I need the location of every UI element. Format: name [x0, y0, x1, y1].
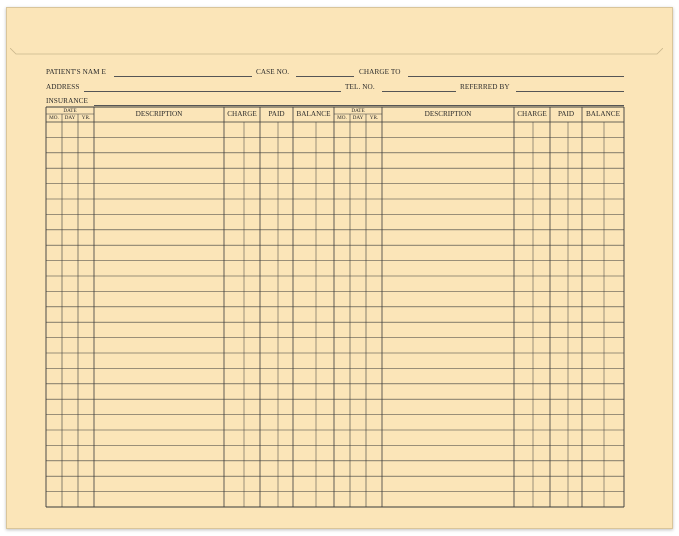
description-header-right: DESCRIPTION	[424, 110, 472, 118]
paid-header-left: PAID	[268, 110, 285, 118]
case-no-line[interactable]	[296, 76, 354, 77]
insurance-label: INSURANCE	[46, 97, 89, 105]
mo-header-right: MO.	[337, 115, 347, 121]
yr-header-right: YR.	[369, 115, 379, 121]
case-no-label: CASE NO.	[256, 68, 290, 76]
tel-no-label: TEL. NO.	[345, 83, 375, 91]
day-header-left: DAY	[64, 115, 76, 121]
patient-name-line[interactable]	[114, 76, 252, 77]
address-label: ADDRESS	[46, 83, 80, 91]
patient-name-label: PATIENT'S NAM E	[46, 68, 107, 76]
insurance-line[interactable]	[94, 105, 624, 106]
envelope	[6, 7, 673, 529]
charge-header-right: CHARGE	[517, 110, 547, 118]
paid-header-right: PAID	[557, 110, 575, 118]
charge-to-label: CHARGE TO	[359, 68, 401, 76]
day-header-right: DAY	[352, 115, 364, 121]
referred-by-line[interactable]	[516, 91, 624, 92]
date-header-left: DATE	[63, 107, 77, 114]
balance-header-left: BALANCE	[296, 110, 331, 118]
charge-header-left: CHARGE	[227, 110, 257, 118]
description-header-left: DESCRIPTION	[135, 110, 183, 118]
tel-no-line[interactable]	[382, 91, 456, 92]
charge-to-line[interactable]	[408, 76, 624, 77]
yr-header-left: YR.	[81, 115, 91, 121]
balance-header-right: BALANCE	[586, 110, 620, 118]
mo-header-left: MO.	[49, 115, 59, 121]
address-line[interactable]	[84, 91, 341, 92]
date-header-right: DATE	[351, 107, 365, 114]
referred-by-label: REFERRED BY	[460, 83, 510, 91]
